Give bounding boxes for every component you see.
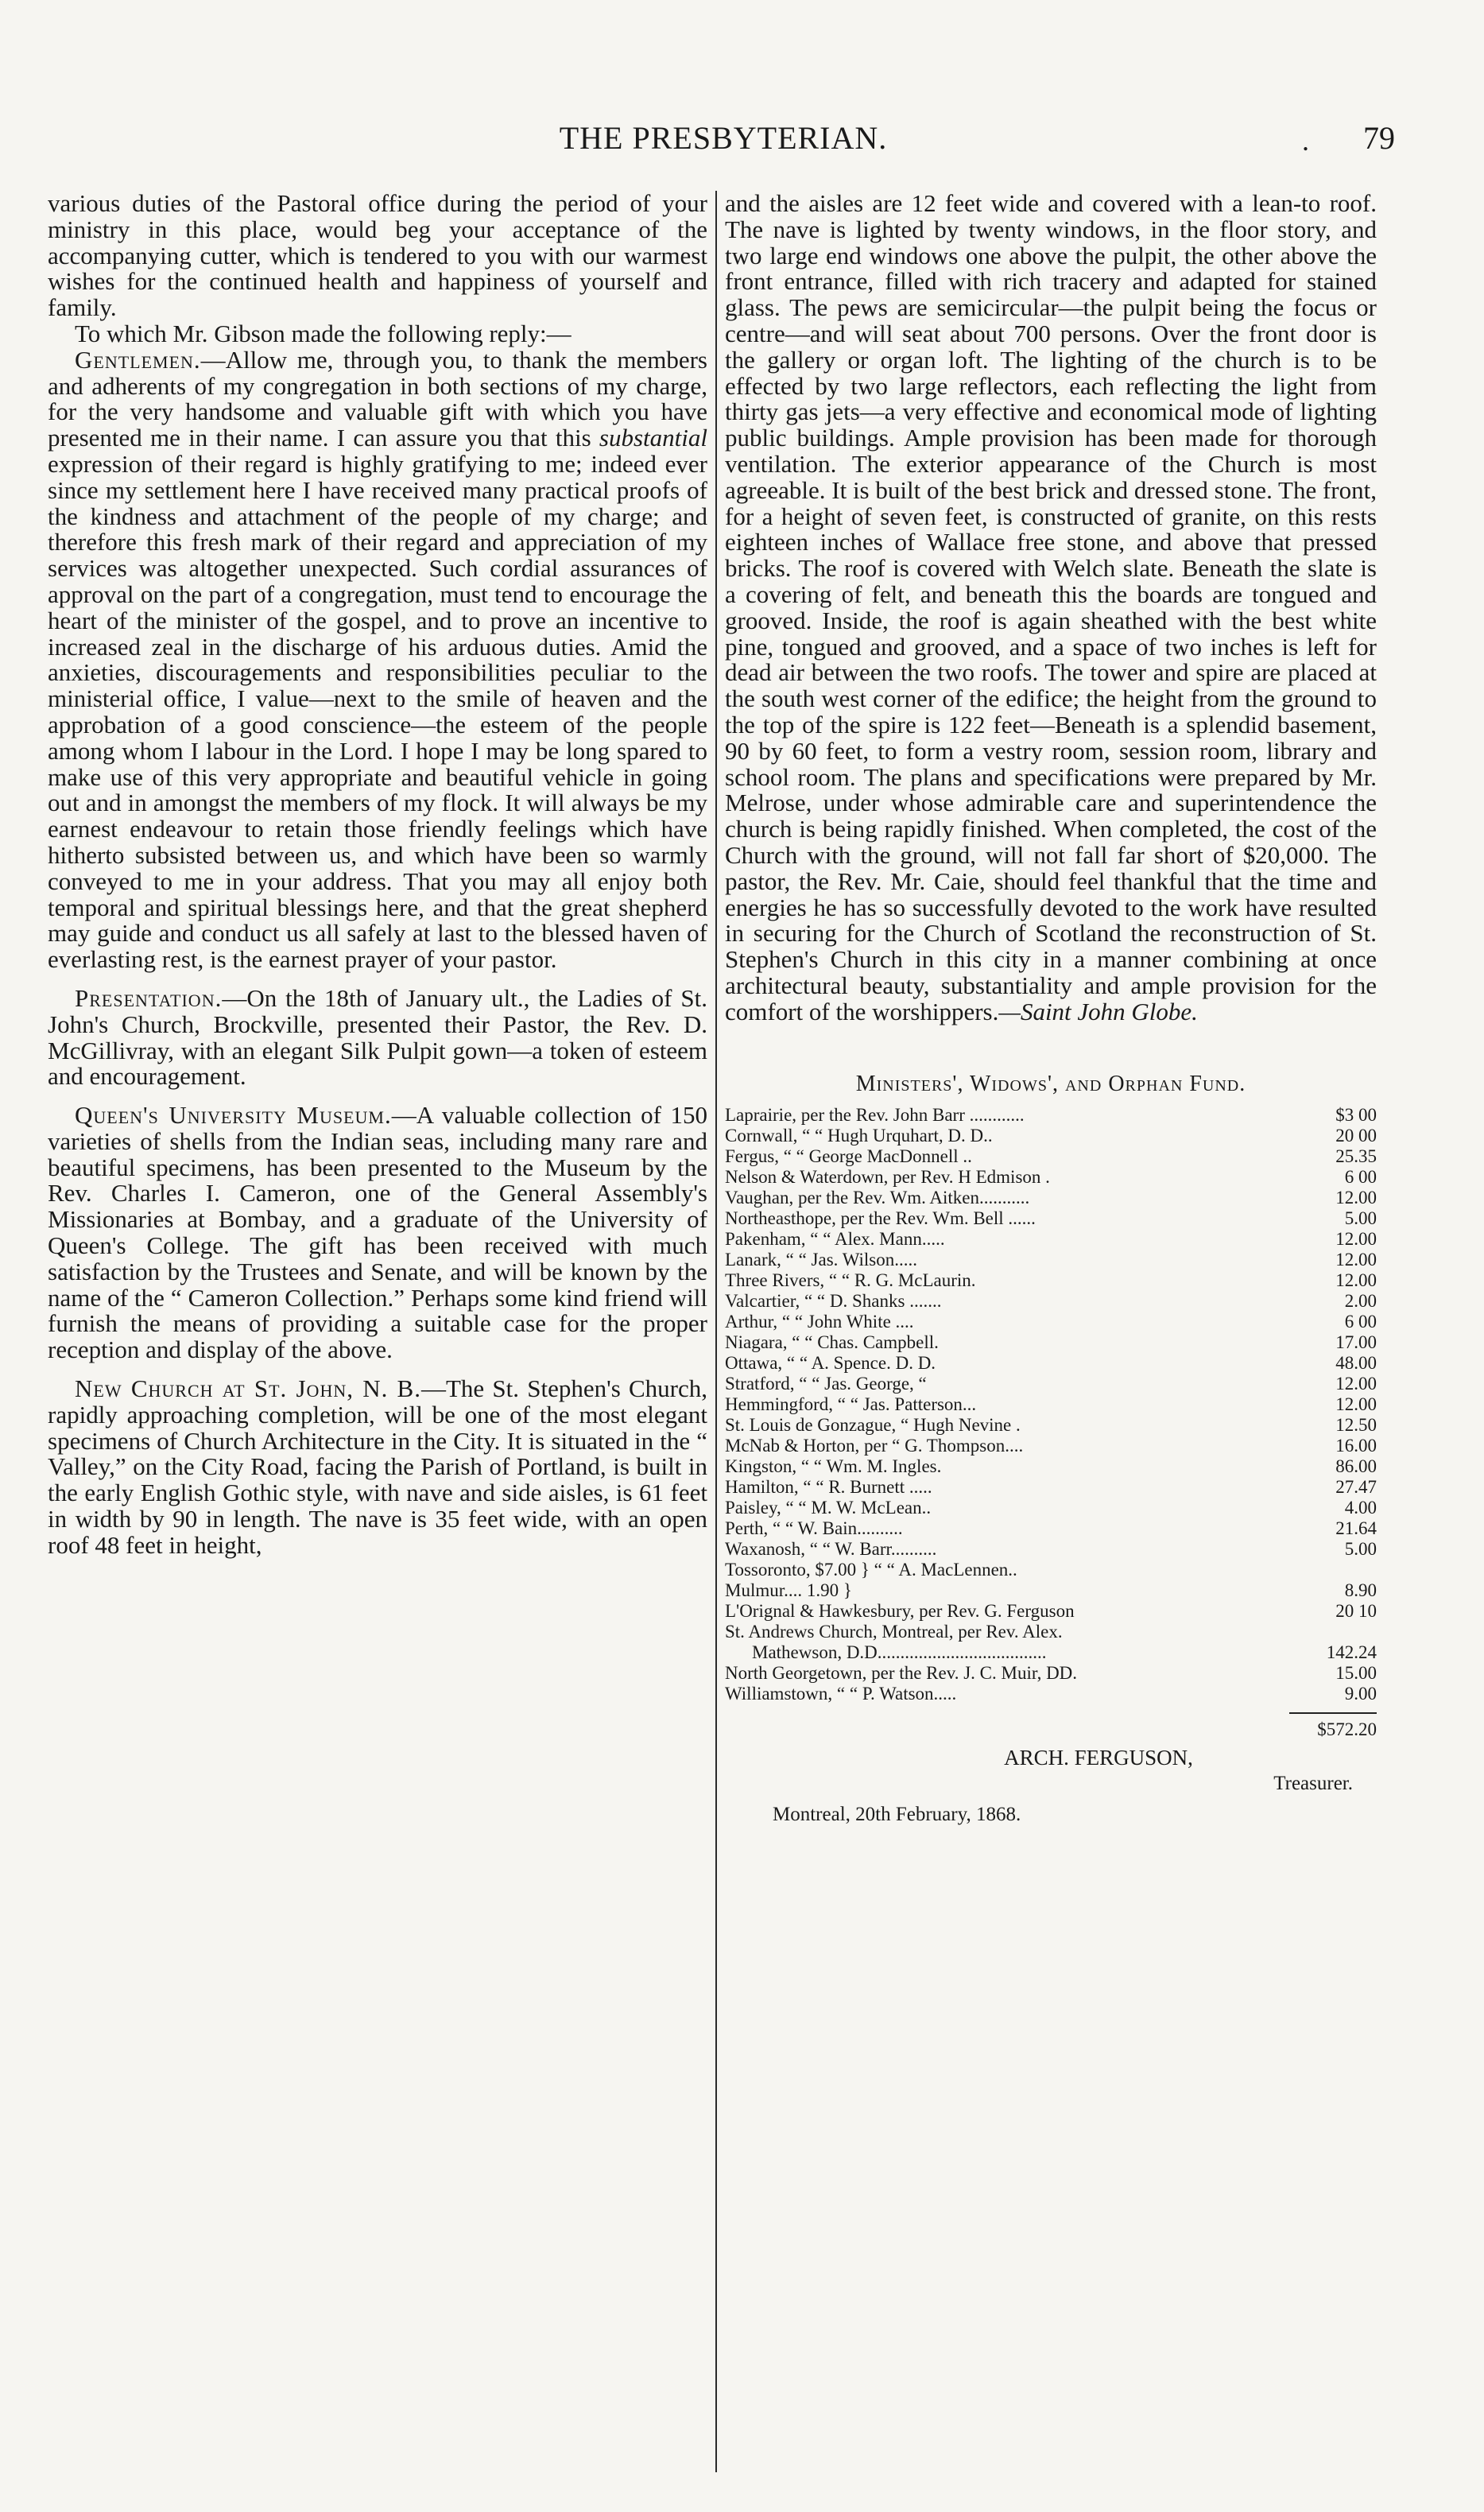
museum-text: —A valuable collection of 150 varieties of shells from the Indian seas, including many rare and beautiful specimens, has been presented to the Museum by the Rev. Charles I. Cameron, one of the General Assembly's Missionaries at Bombay, and a graduate of the University of Queen's College. The gift has been received with much satisfaction by the Trustees and Senate, and will be known by the name of the “ Cameron Collection.” Perhaps some kind friend will furnish the means of providing a suitable case for the proper reception and display of the above.: [48, 1101, 707, 1364]
fund-row-contributor: Pakenham, “ “ Alex. Mann.....: [725, 1229, 945, 1250]
fund-row: [725, 1663, 1377, 1684]
fund-row-amount: 12.00: [1335, 1250, 1377, 1270]
fund-row-amount: 12.00: [1335, 1188, 1377, 1208]
reply-emphasis: substantial: [599, 424, 707, 452]
fund-row-amount: [1305, 1560, 1377, 1580]
fund-row-contributor: Hamilton, “ “ R. Burnett .....: [725, 1477, 932, 1498]
fund-row: [725, 1456, 1377, 1477]
fund-row-amount: 17.00: [1335, 1332, 1377, 1353]
fund-row-amount: 2.00: [1344, 1291, 1377, 1312]
fund-row: [725, 1229, 1377, 1250]
fund-row-contributor: Hemmingford, “ “ Jas. Patterson...: [725, 1394, 977, 1415]
museum-heading: Queen's University Museum.: [75, 1101, 392, 1130]
fund-row-amount: $3 00: [1335, 1105, 1377, 1126]
left-column: [48, 191, 707, 1559]
fund-row-amount: 86.00: [1335, 1456, 1377, 1477]
source-credit: —Saint John Globe.: [998, 997, 1198, 1025]
treasurer-name: ARCH. FERGUSON,: [1004, 1746, 1193, 1770]
fund-row-contributor: Cornwall, “ “ Hugh Urquhart, D. D..: [725, 1126, 993, 1146]
fund-row-amount: 15.00: [1335, 1663, 1377, 1684]
fund-row-contributor: Mulmur.... 1.90 }: [725, 1580, 852, 1601]
paragraph-reply-intro: To which Mr. Gibson made the following reply:—: [75, 319, 572, 347]
fund-list: [725, 1105, 1377, 1704]
church-description-text: and the aisles are 12 feet wide and covered with a lean-to roof. The nave is lighted by twenty windows, in the floor story, and two large end windows one above the pulpit, the other above the front entrance, filled with rich tracery and adapted for stained glass. The pews are semicircular—the pulpit being the focus or centre—and will seat about 700 persons. Over the front door is the gallery or organ loft. The lighting of the church is to be effected by two large reflectors, each reflecting the light from thirty gas jets—a very effective and economical mode of lighting public buildings. Ample provision has been made for thorough ventilation. The exterior appearance of the Church is most agreeable. It is built of the best brick and dressed stone. The front, for a height of seven feet, is constructed of granite, on this rests eighteen inches of Wallace free stone, and above that pressed bricks. The roof is covered with Welch slate. Beneath the slate is a covering of felt, and beneath this the boards are tongued and grooved. Inside, the roof is again sheathed with the best white pine, tongued and grooved, and a space of two inches is left for dead air between the two roofs. The tower and spire are placed at the south west corner of the edifice; the height from the ground to the top of the spire is 122 feet—Beneath is a splendid basement, 90 by 60 feet, to form a vestry room, session room, library and school room. The plans and specifications were prepared by Mr. Melrose, under whose admirable care and superintendence the church is being rapidly finished. When completed, the cost of the Church with the ground, will not fall far short of $20,000. The pastor, the Rev. Mr. Caie, should feel thankful that the time and energies he has so successfully devoted to the work have resulted in securing for the Church of Scotland the reconstruction of St. Stephen's Church in this city in a manner combining at once architectural beauty, substantiality and ample provision for the comfort of the worshippers.: [725, 189, 1377, 1025]
fund-row: [725, 1394, 1377, 1415]
fund-row: [725, 1415, 1377, 1436]
fund-row-contributor: Nelson & Waterdown, per Rev. H Edmison .: [725, 1167, 1050, 1188]
fund-row-contributor: Mathewson, D.D.....................................: [752, 1642, 1047, 1663]
fund-row-contributor: Waxanosh, “ “ W. Barr..........: [725, 1539, 937, 1560]
fund-row-contributor: Niagara, “ “ Chas. Campbell.: [725, 1332, 939, 1353]
fund-row-amount: 12.00: [1335, 1229, 1377, 1250]
fund-row-contributor: North Georgetown, per the Rev. J. C. Muir, DD.: [725, 1663, 1078, 1684]
page-header: [48, 119, 1399, 167]
fund-row-contributor: Vaughan, per the Rev. Wm. Aitken...........: [725, 1188, 1030, 1208]
fund-row-contributor: Tossoronto, $7.00 } “ “ A. MacLennen..: [725, 1560, 1017, 1580]
fund-row-amount: 8.90: [1344, 1580, 1377, 1601]
fund-row-contributor: St. Louis de Gonzague, “ Hugh Nevine .: [725, 1415, 1021, 1436]
fund-row-amount: 25.35: [1335, 1146, 1377, 1167]
fund-row: [725, 1539, 1377, 1560]
fund-row-contributor: Northeasthope, per the Rev. Wm. Bell ......: [725, 1208, 1036, 1229]
fund-row-amount: 5.00: [1344, 1539, 1377, 1560]
fund-row: [725, 1188, 1377, 1208]
fund-row-contributor: St. Andrews Church, Montreal, per Rev. Alex.: [725, 1622, 1063, 1642]
fund-row-contributor: Arthur, “ “ John White ....: [725, 1312, 914, 1332]
fund-title: Ministers', Widows', and Orphan Fund.: [855, 1071, 1246, 1096]
treasurer-title: Treasurer.: [1273, 1772, 1353, 1794]
fund-row-amount: 6 00: [1344, 1167, 1377, 1188]
fund-row-amount: 12.50: [1335, 1415, 1377, 1436]
fund-row-amount: [1305, 1622, 1377, 1642]
fund-row: [725, 1250, 1377, 1270]
fund-row: [725, 1580, 1377, 1601]
header-dot: .: [1302, 125, 1309, 157]
paragraph-church-description: [725, 191, 1377, 1025]
paragraph-museum: [48, 1103, 707, 1363]
fund-row: [725, 1622, 1377, 1642]
fund-row: [725, 1560, 1377, 1580]
presentation-heading: Presentation.: [75, 983, 223, 1012]
fund-row: [725, 1208, 1377, 1229]
fund-row: [725, 1291, 1377, 1312]
paragraph-new-church: [48, 1376, 707, 1559]
fund-row: [725, 1270, 1377, 1291]
paragraph-presentation: [48, 983, 707, 1091]
fund-row-amount: 6 00: [1344, 1312, 1377, 1332]
fund-row: [725, 1126, 1377, 1146]
reply-text-a: —Allow me, through you, to thank the members and adherents of my congregation in both sections of my charge, for the very handsome and valuable gift with which you have presented me in their name. I can assure you that this: [48, 345, 707, 452]
fund-row: [725, 1642, 1377, 1663]
fund-row-amount: 20 00: [1335, 1126, 1377, 1146]
paragraph-reply: [48, 347, 707, 973]
fund-row-amount: 9.00: [1344, 1684, 1377, 1704]
fund-row: [725, 1684, 1377, 1704]
fund-row-amount: 12.00: [1335, 1374, 1377, 1394]
fund-row-contributor: Ottawa, “ “ A. Spence. D. D.: [725, 1353, 936, 1374]
fund-row-amount: 12.00: [1335, 1270, 1377, 1291]
running-title: THE PRESBYTERIAN.: [559, 120, 888, 156]
fund-row: [725, 1353, 1377, 1374]
fund-row: [725, 1477, 1377, 1498]
right-column: [725, 191, 1377, 1828]
new-church-heading: New Church at St. John, N. B.: [75, 1374, 421, 1403]
fund-row-contributor: Paisley, “ “ M. W. McLean..: [725, 1498, 932, 1518]
fund-row-contributor: Fergus, “ “ George MacDonnell ..: [725, 1146, 972, 1167]
fund-row: [725, 1498, 1377, 1518]
fund-row: [725, 1146, 1377, 1167]
column-rule: [715, 191, 717, 2472]
presentation-text: —On the 18th of January ult., the Ladies of St. John's Church, Brockville, presented their Pastor, the Rev. D. McGillivray, with an elegant Silk Pulpit gown—a token of esteem and encouragement.: [48, 983, 707, 1091]
fund-row-amount: 12.00: [1335, 1394, 1377, 1415]
fund-row: [725, 1332, 1377, 1353]
fund-row: [725, 1374, 1377, 1394]
reply-text-b: expression of their regard is highly gratifying to me; indeed ever since my settlement here I have received many practical proofs of the kindness and attachment of the people of my charge; and therefore this fresh mark of their regard and appreciation of my services was altogether unexpected. Such cordial assurances of approval on the part of a congregation, must tend to encourage the heart of the minister of the gospel, and to prove an incentive to increased zeal in the discharge of his arduous duties. Amid the anxieties, discouragements and responsibilities peculiar to the ministerial office, I value—next to the smile of heaven and the approbation of a good conscience—the esteem of the people among whom I labour in the Lord. I hope I may be long spared to make use of this very appropriate and beautiful vehicle in going out and in amongst the members of my flock. It will always be my earnest endeavour to retain those friendly feelings which have hitherto subsisted between us, and which have been so warmly conveyed to me in your address. That you may all enjoy both temporal and spiritual blessings here, and that the great shepherd may guide and conduct us all safely at last to the blessed haven of everlasting rest, is the earnest prayer of your pastor.: [48, 449, 707, 974]
fund-row-amount: 48.00: [1335, 1353, 1377, 1374]
fund-row-amount: 27.47: [1335, 1477, 1377, 1498]
fund-row-contributor: Stratford, “ “ Jas. George, “: [725, 1374, 927, 1394]
fund-row-contributor: Three Rivers, “ “ R. G. McLaurin.: [725, 1270, 976, 1291]
fund-row-contributor: Perth, “ “ W. Bain..........: [725, 1518, 903, 1539]
fund-row: [725, 1312, 1377, 1332]
page-number: 79: [1363, 120, 1395, 156]
fund-row-amount: 16.00: [1335, 1436, 1377, 1456]
fund-total: $572.20: [1317, 1719, 1377, 1740]
fund-row-contributor: McNab & Horton, per “ G. Thompson....: [725, 1436, 1024, 1456]
fund-row-contributor: Williamstown, “ “ P. Watson.....: [725, 1684, 957, 1704]
fund-row: [725, 1518, 1377, 1539]
paragraph-address-end: various duties of the Pastoral office during the period of your ministry in this place, would beg your acceptance of the accompanying cutter, which is tendered to you with our warmest wishes for the continued health and happiness of yourself and family.: [48, 189, 707, 322]
fund-row-amount: 21.64: [1335, 1518, 1377, 1539]
fund-row: [725, 1601, 1377, 1622]
fund-row-contributor: L'Orignal & Hawkesbury, per Rev. G. Ferguson: [725, 1601, 1075, 1622]
new-church-text: —The St. Stephen's Church, rapidly approaching completion, will be one of the most elegant specimens of Church Architecture in the City. It is situated in the “ Valley,” on the City Road, facing the Parish of Portland, is built in the early English Gothic style, with nave and side aisles, is 61 feet in width by 90 in length. The nave is 35 feet wide, with an open roof 48 feet in height,: [48, 1374, 707, 1559]
fund-row-amount: 20 10: [1335, 1601, 1377, 1622]
fund-row: [725, 1436, 1377, 1456]
fund-row-amount: 5.00: [1344, 1208, 1377, 1229]
reply-salutation: Gentlemen.: [75, 345, 201, 374]
fund-row: [725, 1167, 1377, 1188]
fund-row-amount: 142.24: [1326, 1642, 1377, 1663]
fund-row-contributor: Lanark, “ “ Jas. Wilson.....: [725, 1250, 918, 1270]
dateline: Montreal, 20th February, 1868.: [773, 1803, 1021, 1825]
fund-row-amount: 4.00: [1344, 1498, 1377, 1518]
fund-row-contributor: Valcartier, “ “ D. Shanks .......: [725, 1291, 942, 1312]
total-rule: [1289, 1712, 1377, 1714]
fund-row: [725, 1105, 1377, 1126]
fund-row-contributor: Kingston, “ “ Wm. M. Ingles.: [725, 1456, 942, 1477]
fund-row-contributor: Laprairie, per the Rev. John Barr ............: [725, 1105, 1025, 1126]
